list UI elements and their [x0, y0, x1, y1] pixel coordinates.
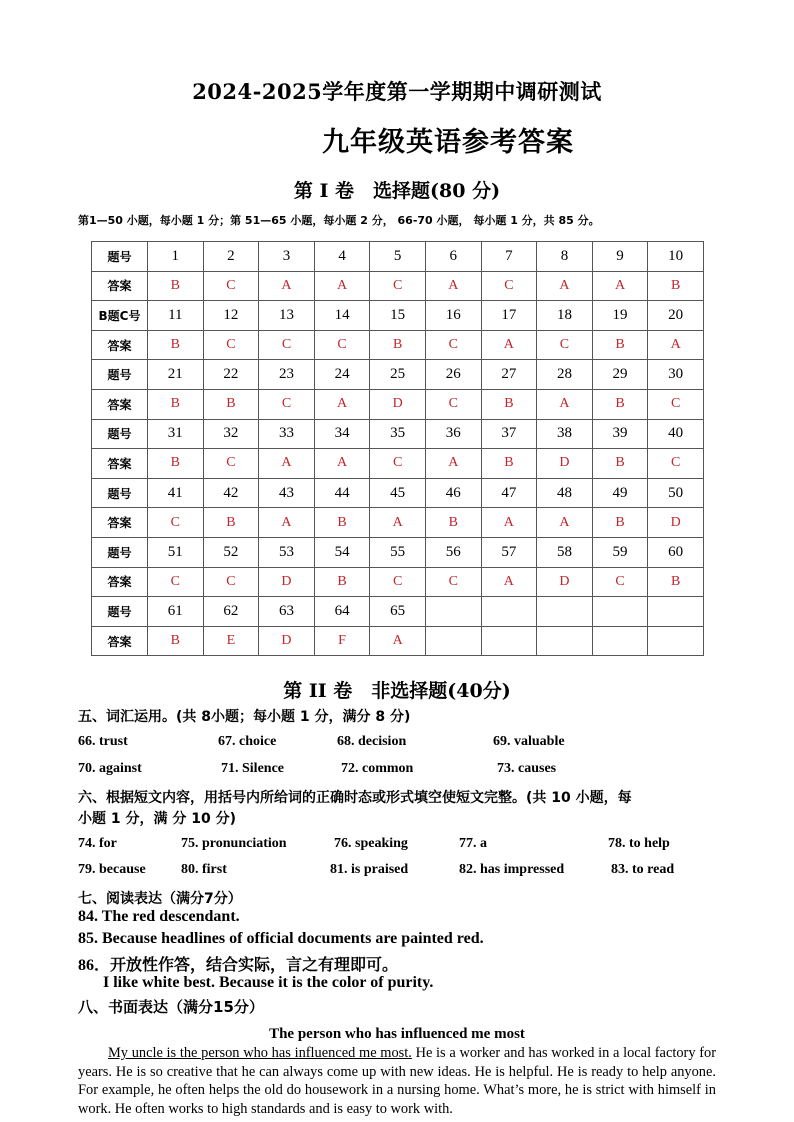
answer-row [92, 508, 704, 538]
answer-cell: E [203, 626, 259, 656]
answer-cell: B [648, 567, 704, 597]
question-number-cell: 15 [370, 301, 426, 331]
answer-item: 75. pronunciation [181, 836, 287, 851]
answer-item: 81. is praised [330, 862, 409, 877]
question-number-cell: 49 [592, 478, 648, 508]
answer-cell: A [314, 389, 370, 419]
question-number-row [92, 242, 704, 272]
question-number-cell: 30 [648, 360, 704, 390]
question-number-cell: 19 [592, 301, 648, 331]
answer-cell: C [259, 330, 315, 360]
question-number-cell [592, 597, 648, 627]
answer-cell: C [370, 567, 426, 597]
question-number-cell: 16 [425, 301, 481, 331]
answer-cell: B [314, 567, 370, 597]
answer-cell: C [537, 330, 593, 360]
question-number-cell: 63 [259, 597, 315, 627]
question-number-cell: 18 [537, 301, 593, 331]
question-number-cell: 39 [592, 419, 648, 449]
answer-cell: F [314, 626, 370, 656]
row-label: 题号 [92, 597, 148, 627]
question-number-cell: 26 [425, 360, 481, 390]
question-number-cell: 51 [148, 537, 204, 567]
row-label: 答案 [92, 330, 148, 360]
answer-cell: B [148, 389, 204, 419]
section6-title-line1: 六、根据短文内容，用括号内所给词的正确时态或形式填空使短文完整。(共 10 小题，每 [78, 790, 632, 806]
question-number-cell [481, 597, 537, 627]
question-number-cell: 32 [203, 419, 259, 449]
answer-cell: D [648, 508, 704, 538]
answer-cell: B [314, 508, 370, 538]
answer-cell: B [592, 449, 648, 479]
question-number-cell: 56 [425, 537, 481, 567]
answer-cell: A [592, 271, 648, 301]
question-number-cell: 45 [370, 478, 426, 508]
question-number-cell: 21 [148, 360, 204, 390]
section6-title-line2: 小题 1 分，满 分 10 分) [78, 811, 236, 827]
section7-title: 七、阅读表达（满分7分） [78, 891, 242, 907]
answer-cell: C [592, 567, 648, 597]
question-number-cell: 3 [259, 242, 315, 272]
answer-item: 82. has impressed [459, 862, 565, 877]
question-number-cell: 59 [592, 537, 648, 567]
question-number-cell: 29 [592, 360, 648, 390]
question-number-cell: 41 [148, 478, 204, 508]
answer-cell: C [259, 389, 315, 419]
answer-cell [537, 626, 593, 656]
answer-cell: B [370, 330, 426, 360]
answer-item: 70. against [78, 761, 142, 776]
exam-title: 2024-2025学年度第一学期期中调研测试 [192, 79, 602, 104]
question-number-cell: 13 [259, 301, 315, 331]
essay-title: The person who has influenced me most [269, 1026, 525, 1042]
answer-cell: A [648, 330, 704, 360]
row-label: 答案 [92, 389, 148, 419]
answer-row [92, 389, 704, 419]
answer-key-title: 九年级英语参考答案 [322, 127, 574, 158]
question-number-cell: 7 [481, 242, 537, 272]
question-number-cell: 5 [370, 242, 426, 272]
question-number-cell: 27 [481, 360, 537, 390]
question-number-cell: 62 [203, 597, 259, 627]
question-number-cell: 64 [314, 597, 370, 627]
question-number-cell: 24 [314, 360, 370, 390]
question-number-cell: 4 [314, 242, 370, 272]
answer-item: 66. trust [78, 734, 128, 749]
answer-85: 85. Because headlines of official documents are painted red. [78, 930, 484, 947]
answer-row [92, 567, 704, 597]
question-number-cell [648, 597, 704, 627]
answer-cell: A [481, 508, 537, 538]
question-number-cell: 46 [425, 478, 481, 508]
answer-item: 77. a [459, 836, 487, 851]
answer-cell: A [370, 508, 426, 538]
answer-cell: D [259, 626, 315, 656]
question-number-cell: 61 [148, 597, 204, 627]
scoring-note: 第1—50 小题，每小题 1 分；第 51—65 小题，每小题 2 分， 66-70 小题， 每小题 1 分，共 85 分。 [78, 214, 600, 227]
answer-cell: B [203, 508, 259, 538]
answer-cell: B [425, 508, 481, 538]
question-number-cell: 1 [148, 242, 204, 272]
answer-cell [425, 626, 481, 656]
answer-cell: C [425, 567, 481, 597]
question-number-row [92, 419, 704, 449]
answer-item: 80. first [181, 862, 227, 877]
answer-cell: C [648, 389, 704, 419]
question-number-cell: 8 [537, 242, 593, 272]
question-number-cell: 54 [314, 537, 370, 567]
answer-cell: C [370, 271, 426, 301]
row-label: 题号 [92, 360, 148, 390]
question-number-cell [537, 597, 593, 627]
question-number-row [92, 597, 704, 627]
answer-cell: B [148, 449, 204, 479]
answer-cell: C [148, 567, 204, 597]
answer-cell: A [537, 508, 593, 538]
essay-body [78, 1044, 716, 1118]
answer-cell: C [425, 330, 481, 360]
question-number-cell: 47 [481, 478, 537, 508]
question-number-cell: 12 [203, 301, 259, 331]
answer-cell: C [203, 330, 259, 360]
answer-cell: A [425, 449, 481, 479]
row-label: 题号 [92, 537, 148, 567]
row-label: 题号 [92, 419, 148, 449]
part2-heading: 第 II 卷 非选择题(40分) [283, 680, 511, 702]
question-number-cell: 60 [648, 537, 704, 567]
row-label: 答案 [92, 449, 148, 479]
answer-cell: B [481, 389, 537, 419]
answer-item: 73. causes [497, 761, 557, 776]
question-number-cell: 42 [203, 478, 259, 508]
answer-cell: D [537, 567, 593, 597]
answer-cell: A [314, 449, 370, 479]
answer-cell: B [148, 330, 204, 360]
answer-cell: B [481, 449, 537, 479]
question-number-cell: 9 [592, 242, 648, 272]
answer-cell: B [203, 389, 259, 419]
question-number-cell: 35 [370, 419, 426, 449]
question-number-cell: 50 [648, 478, 704, 508]
question-number-cell: 43 [259, 478, 315, 508]
question-number-cell: 36 [425, 419, 481, 449]
question-number-cell: 28 [537, 360, 593, 390]
answer-cell: B [592, 389, 648, 419]
answer-cell: A [259, 449, 315, 479]
answer-cell: C [203, 449, 259, 479]
question-number-cell: 57 [481, 537, 537, 567]
question-number-cell [425, 597, 481, 627]
question-number-cell: 53 [259, 537, 315, 567]
answer-cell: A [537, 389, 593, 419]
question-number-cell: 52 [203, 537, 259, 567]
answer-item: 74. for [78, 836, 117, 851]
answer-cell: C [481, 271, 537, 301]
answer-cell: C [148, 508, 204, 538]
row-label: 题号 [92, 478, 148, 508]
row-label: 题号 [92, 242, 148, 272]
answer-cell: B [592, 330, 648, 360]
answer-cell: C [203, 567, 259, 597]
row-label: 答案 [92, 567, 148, 597]
row-label: 答案 [92, 271, 148, 301]
row-label: 答案 [92, 508, 148, 538]
answer-item: 72. common [341, 761, 414, 776]
answer-cell: A [425, 271, 481, 301]
answer-cell: A [314, 271, 370, 301]
answer-item: 78. to help [608, 836, 670, 851]
question-number-row [92, 537, 704, 567]
answer-item: 76. speaking [334, 836, 408, 851]
answer-cell: A [370, 626, 426, 656]
question-number-cell: 25 [370, 360, 426, 390]
answer-cell [481, 626, 537, 656]
answer-cell: D [537, 449, 593, 479]
answer-84: 84. The red descendant. [78, 908, 240, 925]
answer-cell: A [537, 271, 593, 301]
section5-title: 五、词汇运用。(共 8小题；每小题 1 分，满分 8 分) [78, 709, 411, 725]
answer-cell: A [259, 271, 315, 301]
question-number-cell: 2 [203, 242, 259, 272]
question-number-cell: 11 [148, 301, 204, 331]
question-number-row [92, 478, 704, 508]
answer-cell: D [370, 389, 426, 419]
answer-86: 86．开放性作答，结合实际，言之有理即可。 [78, 957, 399, 974]
answer-item: 83. to read [611, 862, 675, 877]
question-number-cell: 55 [370, 537, 426, 567]
answer-cell: B [148, 271, 204, 301]
answer-item: 68. decision [337, 734, 407, 749]
answer-cell: B [148, 626, 204, 656]
question-number-row [92, 360, 704, 390]
row-label: B题C号 [92, 301, 148, 331]
question-number-cell: 17 [481, 301, 537, 331]
answer-cell [648, 626, 704, 656]
answer-cell: A [259, 508, 315, 538]
answer-cell: A [481, 567, 537, 597]
essay-text: He is a worker and has worked in a local factory for years. He is so creative that he can always come up with new ideas. He is helpful. He is ready to help anyone. For example, he often helps the old do housework in a nursing home. What’s more, he is strict with himself in work. He often works to high standards and is easy to work with. [78, 1045, 716, 1117]
answer-row [92, 626, 704, 656]
row-label: 答案 [92, 626, 148, 656]
question-number-cell: 33 [259, 419, 315, 449]
answer-cell: B [648, 271, 704, 301]
question-number-cell: 38 [537, 419, 593, 449]
answer-item: 69. valuable [493, 734, 565, 749]
question-number-cell: 10 [648, 242, 704, 272]
question-number-cell: 65 [370, 597, 426, 627]
question-number-cell: 37 [481, 419, 537, 449]
question-number-cell: 48 [537, 478, 593, 508]
answer-row [92, 271, 704, 301]
question-number-cell: 34 [314, 419, 370, 449]
question-number-cell: 40 [648, 419, 704, 449]
question-number-cell: 22 [203, 360, 259, 390]
answer-cell: C [314, 330, 370, 360]
question-number-cell: 58 [537, 537, 593, 567]
answer-row [92, 449, 704, 479]
question-number-row [92, 301, 704, 331]
part1-heading: 第 I 卷 选择题(80 分) [293, 180, 501, 202]
question-number-cell: 23 [259, 360, 315, 390]
essay-topic-sentence: My uncle is the person who has influenced me most. [108, 1045, 412, 1061]
answer-item: 67. choice [218, 734, 277, 749]
answer-cell: C [203, 271, 259, 301]
answer-cell: D [259, 567, 315, 597]
question-number-cell: 6 [425, 242, 481, 272]
question-number-cell: 44 [314, 478, 370, 508]
answer-item: 79. because [78, 862, 146, 877]
section8-title: 八、书面表达（满分15分） [78, 998, 264, 1016]
answer-cell: B [592, 508, 648, 538]
question-number-cell: 31 [148, 419, 204, 449]
answer-cell: A [481, 330, 537, 360]
question-number-cell: 20 [648, 301, 704, 331]
answer-cell: C [648, 449, 704, 479]
answer-cell: C [370, 449, 426, 479]
question-number-cell: 14 [314, 301, 370, 331]
answer-table [91, 241, 704, 656]
answer-row [92, 330, 704, 360]
answer-cell: C [425, 389, 481, 419]
answer-cell [592, 626, 648, 656]
answer-86-example: I like white best. Because it is the color of purity. [103, 974, 434, 991]
answer-item: 71. Silence [221, 761, 284, 776]
